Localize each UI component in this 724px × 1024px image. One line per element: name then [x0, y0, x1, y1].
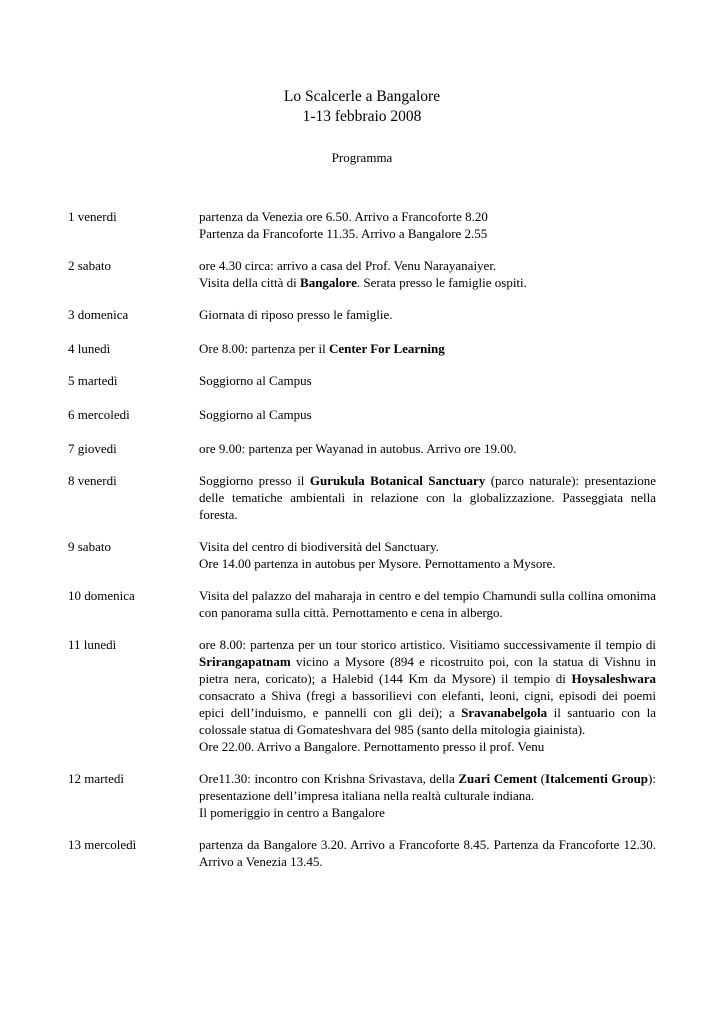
text-segment: Visita del palazzo del maharaja in centro e del tempio Chamundi sulla collina omonima con panorama sulla città. Pernottamento e cena in albergo. — [199, 588, 656, 620]
text-segment: Ore11.30: incontro con Krishna Srivastava, della — [199, 771, 459, 786]
text-segment: Ore 22.00. Arrivo a Bangalore. Pernottamento presso il prof. Venu — [199, 739, 545, 754]
text-segment: ore 8.00: partenza per un tour storico artistico. Visitiamo successivamente il tempio di — [199, 637, 656, 652]
day-description — [199, 257, 656, 291]
day-description — [199, 836, 656, 870]
program-day — [68, 440, 656, 457]
text-segment: Il pomeriggio in centro a Bangalore — [199, 805, 385, 820]
program-day — [68, 636, 656, 755]
program-list — [68, 208, 656, 870]
description-paragraph — [199, 836, 656, 870]
description-line — [199, 306, 656, 323]
program-day — [68, 587, 656, 621]
description-paragraph — [199, 770, 656, 804]
text-segment: Soggiorno presso il — [199, 473, 310, 488]
program-day — [68, 472, 656, 523]
program-day — [68, 257, 656, 291]
text-segment: Visita del centro di biodiversità del Sanctuary. — [199, 539, 439, 554]
text-segment: (parco naturale): presentazione delle tematiche ambientali in relazione con la globalizzazione. Passeggiata nella foresta. — [199, 473, 656, 522]
text-segment: consacrato a Shiva (fregi a bassorilievi con elefanti, leoni, cigni, episodi dei poemi epici dell’induismo, e pannelli con gli dei); a — [199, 688, 656, 720]
day-label: 1 venerdì — [68, 209, 117, 224]
day-label: 4 lunedì — [68, 341, 111, 356]
day-label: 5 martedì — [68, 373, 118, 388]
text-segment: partenza da Venezia ore 6.50. Arrivo a Francoforte 8.20 — [199, 209, 488, 224]
text-segment: Ore 14.00 partenza in autobus per Mysore. Pernottamento a Mysore. — [199, 556, 556, 571]
program-day — [68, 208, 656, 242]
day-label: 7 giovedì — [68, 441, 117, 456]
text-segment: . Serata presso le famiglie ospiti. — [356, 275, 527, 290]
description-line — [199, 555, 656, 572]
day-description — [199, 208, 656, 242]
document-title: Lo Scalcerle a Bangalore — [283, 88, 441, 105]
day-description — [199, 636, 656, 755]
text-segment: Soggiorno al Campus — [199, 407, 312, 422]
description-line — [199, 406, 656, 423]
day-label: 9 sabato — [68, 539, 111, 554]
text-segment: partenza da Bangalore 3.20. Arrivo a Francoforte 8.45. Partenza da Francoforte 12.30. Arrivo a Venezia 13.45. — [199, 837, 656, 869]
text-segment: Giornata di riposo presso le famiglie. — [199, 307, 393, 322]
highlighted-name: Gurukula Botanical Sanctuary — [309, 473, 486, 488]
text-segment: il santuario con la colossale statua di Gomateshvara del 985 (santo della mitologia giainista). — [199, 705, 656, 737]
text-segment: ore 9.00: partenza per Wayanad in autobus. Arrivo ore 19.00. — [199, 441, 517, 456]
description-line — [199, 340, 656, 357]
day-label: 11 lunedì — [68, 637, 117, 652]
description-line — [199, 257, 656, 274]
description-line — [199, 804, 656, 821]
program-day — [68, 770, 656, 821]
text-segment: ore 4.30 circa: arrivo a casa del Prof. Venu Narayanaiyer. — [199, 258, 497, 273]
description-line — [199, 738, 656, 755]
highlighted-name: Srirangapatnam — [199, 654, 291, 669]
day-description — [199, 770, 656, 821]
highlighted-name: Italcementi Group — [545, 771, 649, 786]
day-description — [199, 440, 656, 457]
description-line — [199, 225, 656, 242]
program-day — [68, 406, 656, 423]
description-line — [199, 440, 656, 457]
day-description — [199, 306, 656, 323]
document-header — [0, 87, 724, 179]
day-label: 12 martedì — [68, 771, 124, 786]
text-segment: Ore 8.00: partenza per il — [199, 341, 329, 356]
day-description — [199, 587, 656, 621]
day-label: 6 mercoledì — [68, 407, 130, 422]
highlighted-name: Sravanabelgola — [461, 705, 548, 720]
day-label: 2 sabato — [68, 258, 111, 273]
description-line — [199, 274, 656, 291]
day-description — [199, 406, 656, 423]
text-segment: ( — [537, 771, 546, 786]
highlighted-name: Hoysaleshwara — [571, 671, 656, 686]
description-paragraph — [199, 636, 656, 738]
description-paragraph — [199, 587, 656, 621]
program-day — [68, 306, 656, 323]
text-segment: Visita della città di — [199, 275, 301, 290]
description-line — [199, 372, 656, 389]
description-line — [199, 208, 656, 225]
text-segment: vicino a Mysore (894 e ricostruito poi, con la statua di Vishnu in pietra nera, coricato); a Halebid (144 Km da Mysore) il tempio di — [199, 654, 656, 686]
day-label: 3 domenica — [68, 307, 129, 322]
day-label: 13 mercoledì — [68, 837, 137, 852]
program-day — [68, 372, 656, 389]
document-dates: 1-13 febbraio 2008 — [302, 108, 422, 125]
day-label: 10 domenica — [68, 588, 135, 603]
day-description — [199, 340, 656, 357]
description-line — [199, 538, 656, 555]
day-description — [199, 472, 656, 523]
highlighted-name: Bangalore — [300, 275, 357, 290]
text-segment: Soggiorno al Campus — [199, 373, 312, 388]
day-description — [199, 538, 656, 572]
document-subtitle: Programma — [331, 150, 393, 165]
day-label: 8 venerdì — [68, 473, 117, 488]
highlighted-name: Zuari Cement — [458, 771, 538, 786]
text-segment: ): presentazione dell’impresa italiana nella realtà culturale indiana. — [199, 771, 656, 803]
program-day — [68, 340, 656, 357]
text-segment: Partenza da Francoforte 11.35. Arrivo a Bangalore 2.55 — [199, 226, 488, 241]
program-day — [68, 538, 656, 572]
description-paragraph — [199, 472, 656, 523]
highlighted-name: Center For Learning — [328, 341, 445, 356]
day-description — [199, 372, 656, 389]
program-day — [68, 836, 656, 870]
